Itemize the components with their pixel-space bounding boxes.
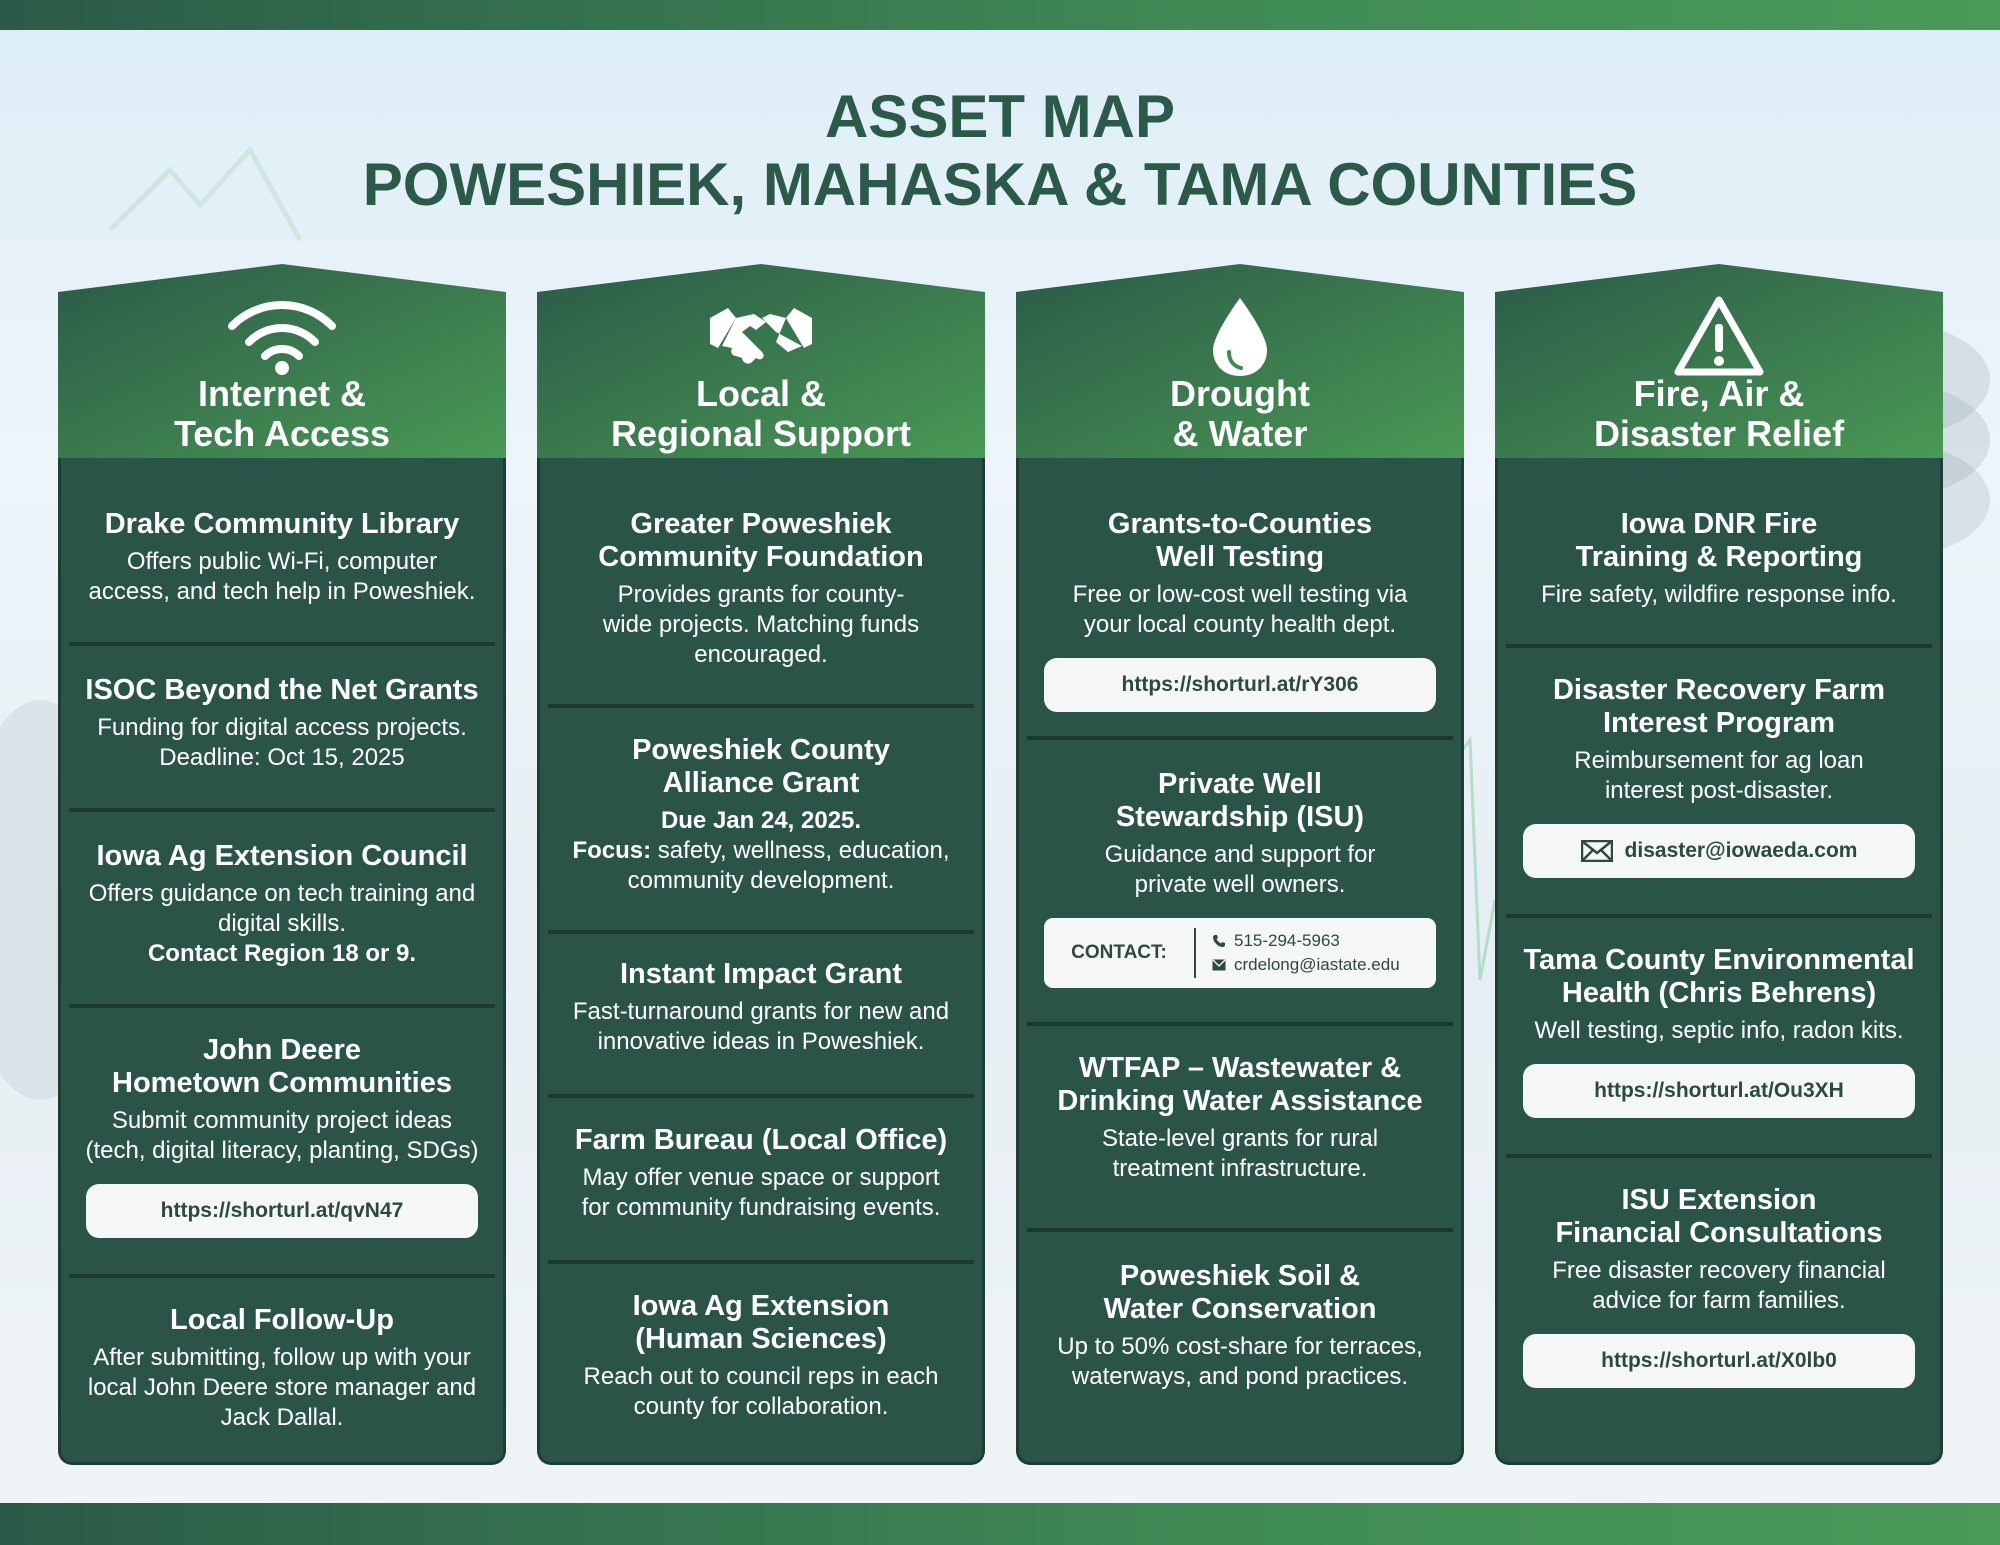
contact-label: CONTACT:	[1071, 942, 1167, 963]
wifi-icon	[227, 296, 337, 376]
column-body	[1016, 458, 1464, 1465]
link-button[interactable]: https://shorturl.at/Ou3XH	[1523, 1064, 1915, 1118]
column-body	[1495, 458, 1943, 1465]
contact-box	[1044, 918, 1436, 988]
warning-icon	[1664, 296, 1774, 376]
water-drop-icon	[1185, 296, 1295, 376]
column-body	[537, 458, 985, 1465]
column-title: Fire, Air & Disaster Relief	[1593, 373, 1845, 454]
column-title: Drought & Water	[1170, 373, 1310, 454]
column-local-regional	[537, 262, 985, 1465]
email-link[interactable]: crdelong@iastate.edu	[1234, 955, 1400, 974]
column-body	[58, 458, 506, 1465]
list-item: ISOC Beyond the Net Grants Funding for digital access projects. Deadline: Oct 15, 2025	[69, 646, 495, 812]
column-title: Internet & Tech Access	[173, 373, 391, 454]
bottom-accent-bar	[0, 1503, 2000, 1545]
column-fire-air-disaster	[1495, 262, 1943, 1465]
list-item: Tama County Environmental Health (Chris Behrens) Well testing, septic info, radon kits. https://shorturl.at/Ou3XH	[1506, 918, 1932, 1158]
list-item: Disaster Recovery Farm Interest Program Reimbursement for ag loan interest post-disaster. disaster@iowaeda.com	[1506, 648, 1932, 918]
list-item: ISU Extension Financial Consultations Free disaster recovery financial advice for farm families. https://shorturl.at/X0lb0	[1506, 1158, 1932, 1448]
page-title-line2: POWESHIEK, MAHASKA & TAMA COUNTIES	[362, 151, 1638, 218]
page-title-line1: ASSET MAP	[824, 83, 1176, 150]
list-item: John Deere Hometown Communities Submit community project ideas (tech, digital literacy, planting, SDGs) https://shorturl.at/qvN47	[69, 1008, 495, 1278]
list-item: Greater Poweshiek Community Foundation Provides grants for county- wide projects. Matching funds encouraged.	[548, 458, 974, 708]
column-title: Local & Regional Support	[611, 373, 911, 454]
link-button[interactable]: https://shorturl.at/X0lb0	[1523, 1334, 1915, 1388]
list-item: Instant Impact Grant Fast-turnaround grants for new and innovative ideas in Poweshiek.	[548, 934, 974, 1098]
list-item: Drake Community Library Offers public Wi-Fi, computer access, and tech help in Poweshiek.	[69, 458, 495, 646]
envelope-icon	[1581, 840, 1613, 862]
phone-icon	[1212, 934, 1226, 948]
email-button[interactable]: disaster@iowaeda.com	[1523, 824, 1915, 878]
list-item: Local Follow-Up After submitting, follow up with your local John Deere store manager and Jack Dallal.	[87, 1304, 477, 1431]
list-item: Iowa Ag Extension Council Offers guidance on tech training and digital skills. Contact Region 18 or 9.	[69, 812, 495, 1008]
column-drought-water	[1016, 262, 1464, 1465]
handshake-icon	[706, 296, 816, 376]
list-item: Farm Bureau (Local Office) May offer venue space or support for community fundraising events.	[548, 1098, 974, 1264]
list-item: Private Well Stewardship (ISU) Guidance and support for private well owners. CONTACT: 515-294-5963 crdelong@iastate.edu	[1027, 740, 1453, 1026]
column-internet-tech	[58, 262, 506, 1465]
list-item: Iowa Ag Extension (Human Sciences) Reach out to council reps in each county for collaboration.	[583, 1290, 939, 1420]
list-item: Grants-to-Counties Well Testing Free or low-cost well testing via your local county health dept. https://shorturl.at/rY306	[1027, 458, 1453, 740]
link-button[interactable]: https://shorturl.at/rY306	[1044, 658, 1436, 712]
list-item: Poweshiek County Alliance Grant Due Jan 24, 2025. Focus: safety, wellness, education, community development.	[548, 708, 974, 934]
list-item: WTFAP – Wastewater & Drinking Water Assistance State-level grants for rural treatment infrastructure.	[1027, 1026, 1453, 1232]
list-item: Poweshiek Soil & Water Conservation Up to 50% cost-share for terraces, waterways, and pond practices.	[1057, 1260, 1423, 1390]
phone-number[interactable]: 515-294-5963	[1234, 931, 1340, 950]
envelope-icon	[1212, 959, 1226, 971]
list-item: Iowa DNR Fire Training & Reporting Fire safety, wildfire response info.	[1506, 458, 1932, 648]
link-button[interactable]: https://shorturl.at/qvN47	[86, 1184, 478, 1238]
